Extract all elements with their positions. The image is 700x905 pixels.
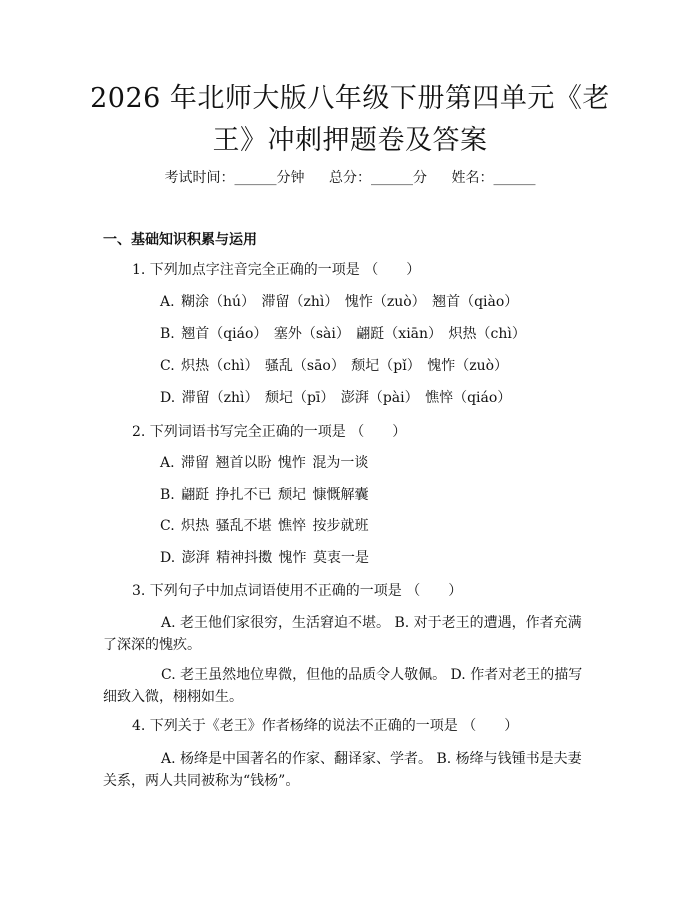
- student-name-field: 姓名：______: [451, 170, 536, 186]
- question-2-option-a: A. 滞留 翘首以盼 愧怍 混为一谈: [160, 455, 369, 471]
- question-4-options-ab: A. 杨绛是中国著名的作家、翻译家、学者。 B. 杨绛与钱锺书是夫妻关系，两人共同被称为“钱杨”。: [103, 751, 582, 789]
- exam-title-line-2: 王》冲刺押题卷及答案: [212, 125, 488, 156]
- question-3-stem: 3. 下列句子中加点词语使用不正确的一项是 （ ）: [132, 583, 463, 599]
- exam-title-line-1: 2026 年北师大版八年级下册第四单元《老: [90, 83, 610, 114]
- question-2-stem: 2. 下列词语书写完全正确的一项是 （ ）: [132, 424, 407, 440]
- question-1-option-b: B. 翘首（qiáo） 塞外（sài） 翩跹（xiān） 炽热（chì）: [160, 326, 526, 342]
- question-3-options-ab: A. 老王他们家很穷，生活窘迫不堪。 B. 对于老王的遭遇，作者充满了深深的愧疚。: [103, 615, 582, 653]
- question-1-option-a: A. 糊涂（hú） 滞留（zhì） 愧怍（zuò） 翘首（qiào）: [160, 294, 519, 310]
- question-4-stem: 4. 下列关于《老王》作者杨绛的说法不正确的一项是 （ ）: [132, 718, 519, 734]
- question-1-option-d: D. 滞留（zhì） 颓圮（pī） 澎湃（pài） 憔悴（qiáo）: [160, 390, 512, 406]
- section-heading: 一、基础知识积累与运用: [103, 232, 257, 248]
- question-2-option-d: D. 澎湃 精神抖擞 愧怍 莫衷一是: [160, 550, 369, 566]
- total-score-field: 总分：______分: [329, 170, 427, 186]
- question-1-option-c: C. 炽热（chì） 骚乱（sāo） 颓圮（pǐ） 愧怍（zuò）: [160, 358, 509, 374]
- exam-title: [60, 78, 640, 162]
- question-2-option-b: B. 翩跹 挣扎不已 颓圮 慷慨解囊: [160, 487, 369, 503]
- question-3-options-cd: C. 老王虽然地位卑微，但他的品质令人敬佩。 D. 作者对老王的描写细致入微，栩栩如生。: [103, 667, 583, 705]
- question-1-stem: 1. 下列加点字注音完全正确的一项是 （ ）: [132, 262, 421, 278]
- exam-time-field: 考试时间：______分钟: [164, 170, 305, 186]
- question-2-option-c: C. 炽热 骚乱不堪 憔悴 按步就班: [160, 518, 369, 534]
- exam-meta: [0, 168, 700, 188]
